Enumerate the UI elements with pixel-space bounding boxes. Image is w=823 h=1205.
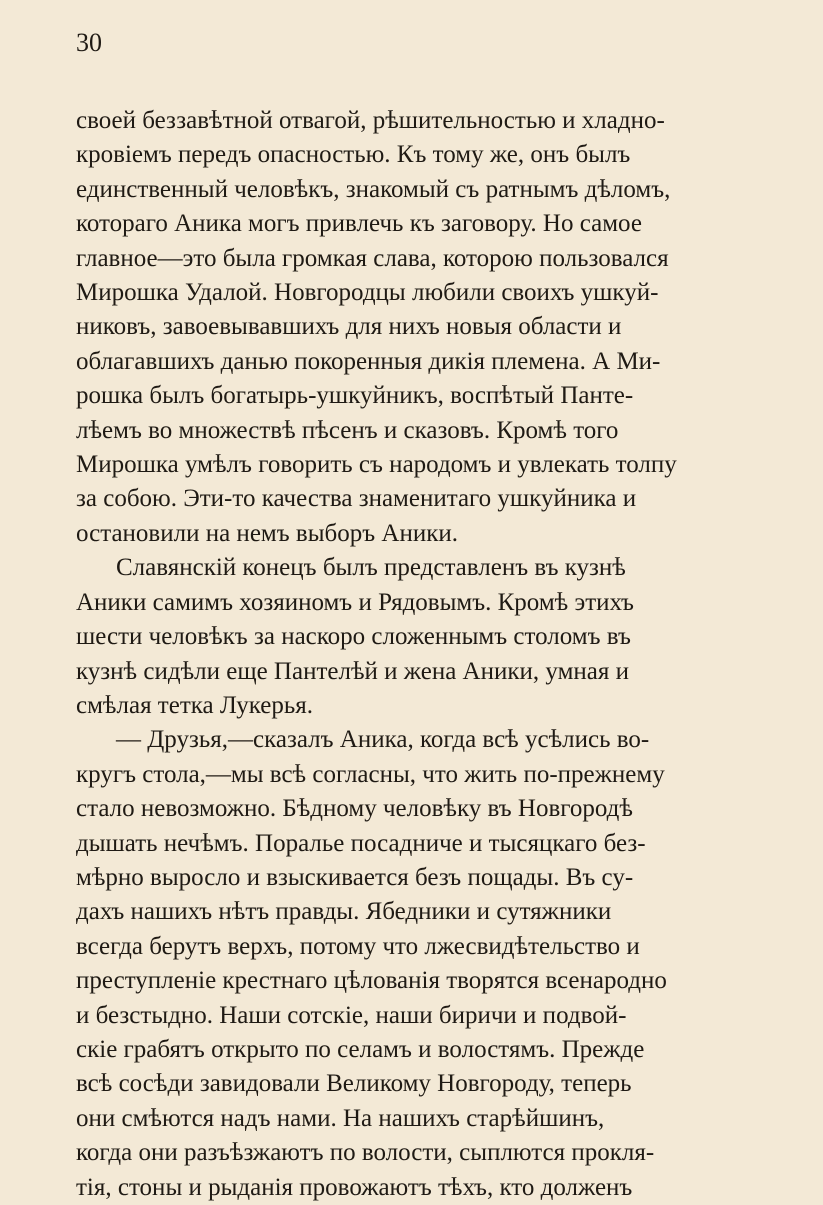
text-line: Славянскій конецъ былъ представленъ въ кузнѣ [116, 554, 626, 582]
text-line: рошка былъ богатырь-ушкуйникъ, воспѣтый Панте- [76, 382, 634, 410]
text-line: кровіемъ передъ опасностью. Къ тому же, онъ былъ [76, 141, 631, 169]
page-number: 30 [76, 28, 102, 57]
text-line: шести человѣкъ за наскоро сложеннымъ столомъ въ [76, 623, 631, 651]
text-line: лѣемъ во множествѣ пѣсенъ и сказовъ. Кромѣ того [76, 416, 619, 444]
text-line: остановили на немъ выборъ Аники. [76, 519, 458, 547]
text-line: единственный человѣкъ, знакомый съ ратнымъ дѣломъ, [76, 175, 671, 203]
text-line: своей беззавѣтной отвагой, рѣшительностью и хладно- [76, 107, 665, 134]
text-line: всѣ сосѣди завидовали Великому Новгороду, теперь [76, 1070, 632, 1098]
text-line: они смѣются надъ нами. На нашихъ старѣйшинъ, [76, 1104, 605, 1132]
text-line: дахъ нашихъ нѣтъ правды. Ябедники и сутяжники [76, 898, 612, 926]
paragraph-2 [76, 551, 783, 723]
text-line: главное—это была громкая слава, которою пользовался [76, 244, 669, 272]
text-line: тія, стоны и рыданія провожаютъ тѣхъ, кто долженъ [76, 1173, 633, 1201]
paragraph-3 [76, 723, 783, 1205]
paragraph-1 [76, 104, 783, 551]
text-line: всегда берутъ верхъ, потому что лжесвидѣтельство и [76, 932, 640, 960]
text-line: котораго Аника могъ привлечь къ заговору. Но самое [76, 210, 642, 238]
text-line: скіе грабятъ открыто по селамъ и волостямъ. Прежде [76, 1035, 645, 1063]
text-line: за собою. Эти-то качества знаменитаго ушкуйника и [76, 485, 637, 513]
text-line: мѣрно выросло и взыскивается безъ пощады. Въ су- [76, 863, 634, 891]
text-line: дышать нечѣмъ. Поралье посадниче и тысяцкаго без- [76, 829, 646, 857]
text-line: стало невозможно. Бѣдному человѣку въ Новгородѣ [76, 795, 633, 823]
text-line: облагавшихъ данью покоренныя дикія племена. А Ми- [76, 347, 661, 375]
text-line: кузнѣ сидѣли еще Пантелѣй и жена Аники, умная и [76, 657, 629, 685]
text-line: преступленіе крестнаго цѣлованія творятся всенародно [76, 967, 667, 995]
text-line: Мирошка умѣлъ говорить съ народомъ и увлекать толпу [76, 451, 677, 479]
text-line: — Друзья,—сказалъ Аника, когда всѣ усѣлись во- [116, 726, 650, 754]
text-line: Мирошка Удалой. Новгородцы любили своихъ ушкуй- [76, 279, 659, 307]
text-line: кругъ стола,—мы всѣ согласны, что жить по-прежнему [76, 760, 665, 788]
text-line: когда они разъѣзжаютъ по волости, сыплются прокля- [76, 1139, 655, 1167]
text-line: никовъ, завоевывавшихъ для нихъ новыя области и [76, 313, 622, 341]
text-line: Аники самимъ хозяиномъ и Рядовымъ. Кромѣ этихъ [76, 588, 634, 616]
text-line: и безстыдно. Наши сотскіе, наши биричи и подвой- [76, 1001, 627, 1029]
text-line: смѣлая тетка Лукерья. [76, 691, 313, 719]
